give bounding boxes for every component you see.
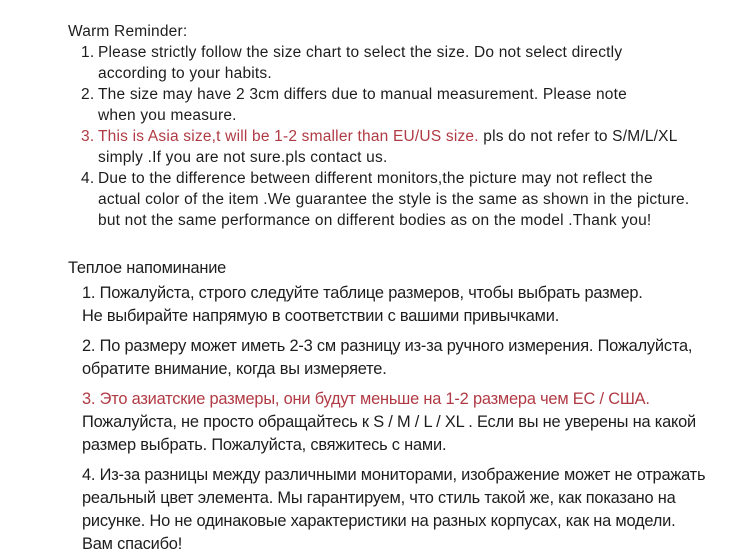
item-number: 4. [81, 170, 95, 187]
item-number: 2. [81, 86, 95, 103]
reminder-line-en [81, 42, 750, 63]
warm-reminder-section-ru [0, 257, 750, 556]
reminder-line-ru: Вам спасибо! [82, 535, 183, 553]
reminder-line-en [81, 189, 750, 210]
reminder-line-ru: реальный цвет элемента. Мы гарантируем, что стиль такой же, как показано на [82, 489, 676, 507]
ru-item-4 [82, 464, 750, 556]
warm-reminder-section-en [0, 0, 750, 231]
item-number: 3. [81, 128, 95, 145]
reminder-line-ru-red: 3. Это азиатские размеры, они будут меньше на 1-2 размера чем ЕС / США. [82, 390, 650, 408]
item-number: 1. [81, 44, 95, 61]
ru-title: Теплое напоминание [68, 259, 227, 277]
ru-item-1 [82, 282, 750, 328]
reminder-line-ru: рисунке. Но не одинаковые характеристики на разных корпусах, как на модели. [82, 512, 676, 530]
reminder-line-ru: Пожалуйста, не просто обращайтесь к S / M / L / XL . Если вы не уверены на какой [82, 413, 697, 431]
ru-item-3 [82, 388, 750, 457]
line-text: according to your habits. [98, 65, 272, 82]
reminder-line-ru: 2. По размеру может иметь 2-3 см разницу из-за ручного измерения. Пожалуйста, [82, 337, 693, 355]
reminder-line-en [81, 126, 750, 147]
reminder-line-en [81, 105, 750, 126]
reminder-line-ru: обратите внимание, когда вы измеряете. [82, 360, 387, 378]
reminder-line-en [81, 210, 750, 231]
reminder-line-ru: Не выбирайте напрямую в соответствии с вашими привычками. [82, 307, 560, 325]
reminder-line-ru: размер выбрать. Пожалуйста, свяжитесь с нами. [82, 436, 447, 454]
line-text: but not the same performance on different bodies as on the model .Thank you! [98, 212, 652, 229]
line-text: pls do not refer to S/M/L/XL [478, 128, 678, 145]
reminder-line-ru: 1. Пожалуйста, строго следуйте таблице размеров, чтобы выбрать размер. [82, 284, 643, 302]
line-text: Please strictly follow the size chart to select the size. Do not select directly [98, 44, 623, 61]
line-text: The size may have 2 3cm differs due to manual measurement. Please note [98, 86, 627, 103]
reminder-line-en [81, 63, 750, 84]
ru-list [82, 282, 750, 556]
en-list [81, 42, 750, 231]
ru-item-2 [82, 335, 750, 381]
reminder-line-en [81, 84, 750, 105]
reminder-line-en [81, 168, 750, 189]
line-text: actual color of the item .We guarantee the style is the same as shown in the picture. [98, 191, 690, 208]
line-text: simply .If you are not sure.pls contact us. [98, 149, 388, 166]
reminder-line-ru: 4. Из-за разницы между различными мониторами, изображение может не отражать [82, 466, 706, 484]
line-text: when you measure. [98, 107, 237, 124]
line-text: Due to the difference between different monitors,the picture may not reflect the [98, 170, 653, 187]
reminder-line-en [81, 147, 750, 168]
red-text: This is Asia size,t will be 1-2 smaller than EU/US size. [98, 128, 479, 145]
en-title: Warm Reminder: [68, 23, 188, 40]
